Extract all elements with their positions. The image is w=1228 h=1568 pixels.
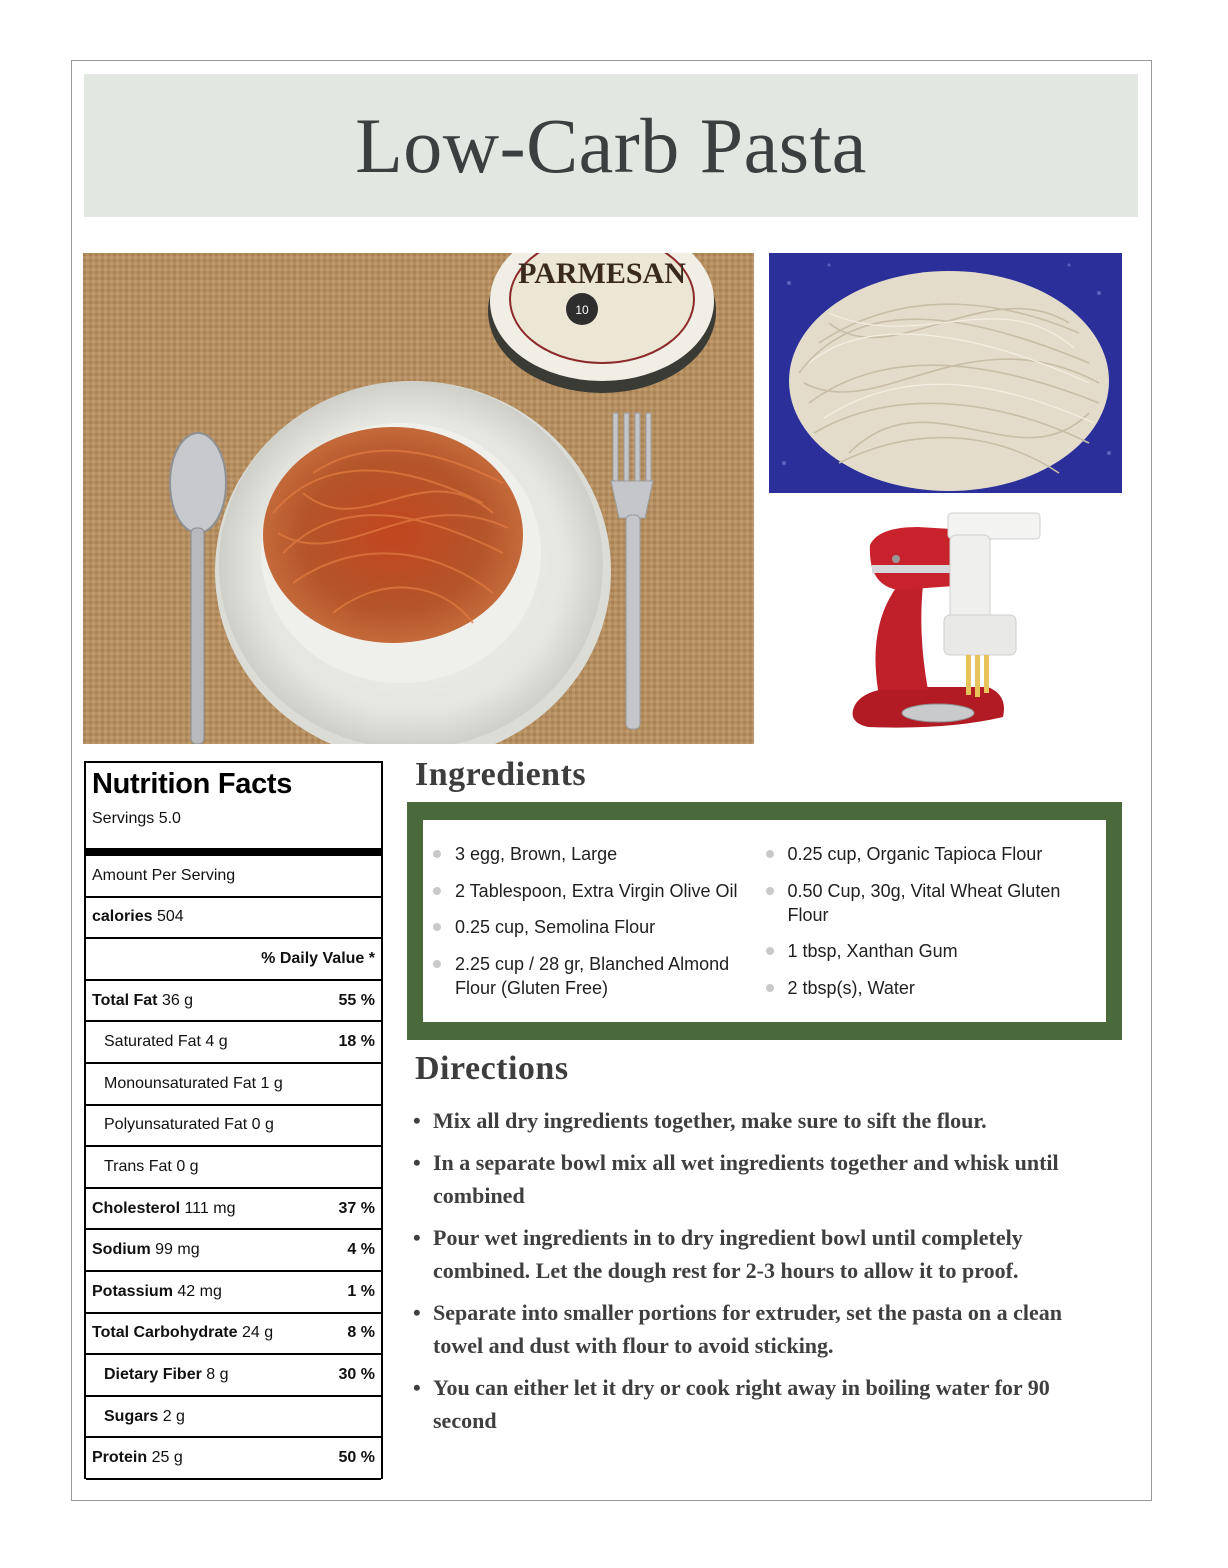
- nutrition-facts-label: [84, 761, 383, 1479]
- svg-text:10: 10: [575, 303, 589, 317]
- ingredient-item: 1 tbsp, Xanthan Gum: [764, 939, 1097, 963]
- ingredient-item: 2 Tablespoon, Extra Virgin Olive Oil: [431, 879, 764, 903]
- direction-step: • Pour wet ingredients in to dry ingredient bowl until completely combined. Let the dough rest for 2-3 hours to allow it to proof.: [413, 1221, 1113, 1287]
- nutrient-name: Sugars: [104, 1407, 159, 1425]
- ingredient-item: 0.25 cup, Semolina Flour: [431, 915, 764, 939]
- nutrient-name: Dietary Fiber: [104, 1365, 202, 1383]
- nutrient-amount: 2 g: [162, 1407, 185, 1425]
- nutrient-amount: 99 mg: [155, 1241, 200, 1259]
- nutrient-name: Trans Fat: [104, 1157, 172, 1175]
- nutrient-amount: 24 g: [241, 1324, 274, 1342]
- nutrient-daily-value: 4 %: [347, 1241, 375, 1259]
- nutrient-daily-value: 18 %: [338, 1033, 375, 1051]
- ingredient-item: 3 egg, Brown, Large: [431, 842, 764, 866]
- calories-label: calories: [92, 908, 153, 926]
- nutrient-amount: 36 g: [161, 991, 194, 1009]
- spaghetti-plate-photo: [83, 253, 754, 744]
- ingredients-heading: Ingredients: [415, 756, 587, 793]
- nutrition-title: Nutrition Facts: [92, 768, 293, 800]
- calories-row: [86, 898, 381, 940]
- nutrient-name: Sodium: [92, 1241, 151, 1259]
- nutrient-name: Cholesterol: [92, 1199, 181, 1217]
- nutrient-name: Total Fat: [92, 991, 158, 1009]
- nutrient-row: [86, 1106, 381, 1148]
- page-title: Low-Carb Pasta: [355, 101, 867, 189]
- nutrient-name: Total Carbohydrate: [92, 1324, 238, 1342]
- ingredient-item: 0.50 Cup, 30g, Vital Wheat Gluten Flour: [764, 879, 1097, 927]
- nutrient-row: [86, 1189, 381, 1231]
- ingredients-list-right: [764, 842, 1097, 1022]
- directions-heading: Directions: [415, 1050, 569, 1087]
- ingredient-item: 0.25 cup, Organic Tapioca Flour: [764, 842, 1097, 866]
- ingredients-list-left: [431, 842, 764, 1022]
- nutrient-row: [86, 981, 381, 1023]
- direction-step: • In a separate bowl mix all wet ingredients together and whisk until combined: [413, 1146, 1113, 1212]
- nutrient-row: [86, 1064, 381, 1106]
- svg-text:PARMESAN: PARMESAN: [518, 257, 686, 290]
- nutrient-daily-value: 1 %: [347, 1282, 375, 1300]
- nutrient-amount: 25 g: [151, 1449, 183, 1467]
- nutrient-name: Monounsaturated Fat: [104, 1074, 257, 1092]
- nutrient-name: Potassium: [92, 1282, 173, 1300]
- nutrient-row: [86, 1397, 381, 1439]
- nutrient-name: Polyunsaturated Fat: [104, 1116, 248, 1134]
- nutrient-amount: 0 g: [176, 1157, 199, 1175]
- nutrient-name: Protein: [92, 1449, 148, 1467]
- cooked-noodles-photo: [769, 253, 1122, 493]
- nutrient-amount: 111 mg: [184, 1199, 236, 1217]
- nutrient-row: [86, 1147, 381, 1189]
- directions-list: [413, 1104, 1113, 1446]
- nutrient-row: [86, 1022, 381, 1064]
- nutrient-daily-value: 30 %: [338, 1365, 375, 1383]
- nutrition-divider: [86, 848, 381, 856]
- nutrient-daily-value: 37 %: [338, 1199, 375, 1217]
- ingredient-item: 2 tbsp(s), Water: [764, 976, 1097, 1000]
- nutrient-row: [86, 1438, 381, 1480]
- nutrient-amount: 4 g: [205, 1033, 228, 1051]
- nutrient-row: [86, 1230, 381, 1272]
- title-banner: [84, 74, 1138, 217]
- nutrient-row: [86, 1272, 381, 1314]
- nutrient-row: [86, 1355, 381, 1397]
- nutrient-amount: 8 g: [206, 1365, 229, 1383]
- nutrient-amount: 42 mg: [177, 1282, 222, 1300]
- calories-value: 504: [156, 908, 184, 926]
- servings: Servings 5.0: [92, 810, 181, 827]
- nutrient-daily-value: 8 %: [347, 1324, 375, 1342]
- nutrient-name: Saturated Fat: [104, 1033, 201, 1051]
- ingredient-item: 2.25 cup / 28 gr, Blanched Almond Flour (Gluten Free): [431, 952, 764, 1000]
- direction-step: • Mix all dry ingredients together, make sure to sift the flour.: [413, 1104, 1113, 1137]
- nutrient-row: [86, 1314, 381, 1356]
- amount-per-serving: Amount Per Serving: [86, 856, 381, 898]
- direction-step: • You can either let it dry or cook right away in boiling water for 90 second: [413, 1371, 1113, 1437]
- nutrient-amount: 1 g: [260, 1074, 283, 1092]
- nutrient-amount: 0 g: [251, 1116, 274, 1134]
- nutrient-daily-value: 50 %: [338, 1449, 375, 1467]
- stand-mixer-extruder-photo: [838, 505, 1058, 740]
- direction-step: • Separate into smaller portions for extruder, set the pasta on a clean towel and dust with flour to avoid sticking.: [413, 1296, 1113, 1362]
- daily-value-header: % Daily Value *: [86, 939, 381, 981]
- nutrient-daily-value: 55 %: [338, 991, 375, 1009]
- ingredients-box: [407, 802, 1122, 1040]
